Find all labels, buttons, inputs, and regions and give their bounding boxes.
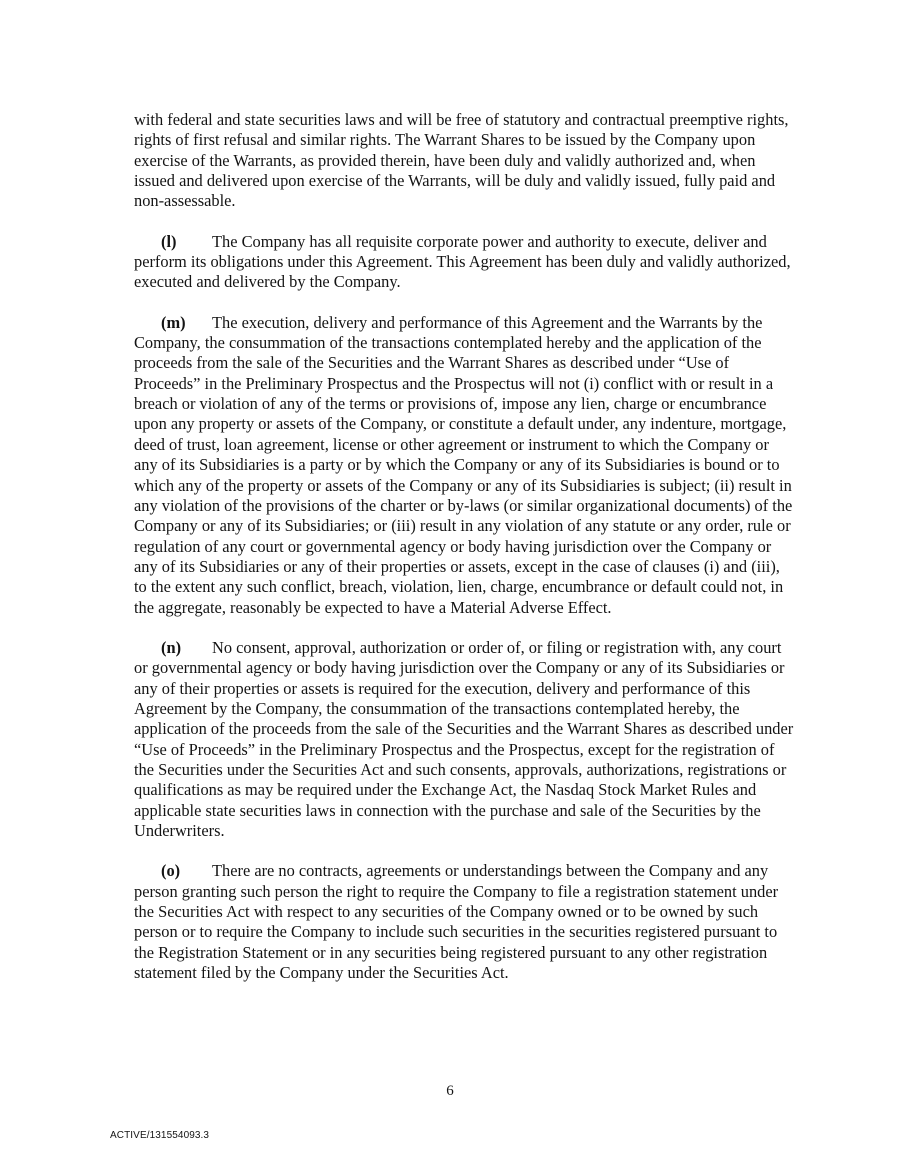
section-text: No consent, approval, authorization or order of, or filing or registration with, any court or governmental agency or body having jurisdiction over the Company or any of its Subsidiaries or any of their properties or assets is required for the execution, delivery and performance of this Agreement by the Company, the consummation of the transactions contemplated hereby, the application of the proceeds from the sale of the Securities and the Warrant Shares as described under “Use of Proceeds” in the Preliminary Prospectus and the Prospectus, except for the registration of the Securities under the Securities Act and such consents, approvals, authorizations, registrations or qualifications as may be required under the Exchange Act, the Nasdaq Stock Market Rules and applicable state securities laws in connection with the purchase and sale of the Securities by the Underwriters. bbox=[134, 637, 794, 840]
section-label: (l) bbox=[161, 231, 177, 251]
section-m bbox=[134, 313, 794, 618]
section-n bbox=[134, 638, 794, 841]
document-body bbox=[134, 110, 794, 983]
section-text: There are no contracts, agreements or understandings between the Company and any person granting such person the right to require the Company to file a registration statement under the Securities Act with respect to any securities of the Company owned or to be owned by such person or to require the Company to include such securities in the securities registered pursuant to the Registration Statement or in any securities being registered pursuant to any other registration statement filed by the Company under the Securities Act. bbox=[134, 861, 779, 983]
section-text: The execution, delivery and performance of this Agreement and the Warrants by the Company, the consummation of the transactions contemplated hereby and the application of the proceeds from the sale of the Securities and the Warrant Shares as described under “Use of Proceeds” in the Preliminary Prospectus and the Prospectus will not (i) conflict with or result in a breach or violation of any of the terms or provisions of, impose any lien, charge or encumbrance upon any property or assets of the Company, or constitute a default under, any indenture, mortgage, deed of trust, loan agreement, license or other agreement or instrument to which the Company or any of its Subsidiaries is a party or by which the Company or any of its Subsidiaries is bound or to which any of the property or assets of the Company or any of its Subsidiaries is subject; (ii) result in any violation of the provisions of the charter or by-laws (or similar organizational documents) of the Company or any of its Subsidiaries; or (iii) result in any violation of any statute or any order, rule or regulation of any court or governmental agency or body having jurisdiction over the Company or any of its Subsidiaries or any of their properties or assets, except in the case of clauses (i) and (iii), to the extent any such conflict, breach, violation, lien, charge, encumbrance or default could not, in the aggregate, reasonably be expected to have a Material Adverse Effect. bbox=[134, 312, 793, 617]
section-text: The Company has all requisite corporate power and authority to execute, deliver and perform its obligations under this Agreement. This Agreement has been duly and validly authorized, executed and delivered by the Company. bbox=[134, 231, 791, 292]
section-o bbox=[134, 861, 794, 983]
page-number: 6 bbox=[446, 1083, 454, 1099]
section-label: (n) bbox=[161, 637, 182, 657]
section-label: (m) bbox=[161, 312, 186, 332]
continuation-paragraph: with federal and state securities laws and will be free of statutory and contractual preemptive rights, rights of first refusal and similar rights. The Warrant Shares to be issued by the Company upon exercise of the Warrants, as provided therein, have been duly and validly authorized and, when issued and delivered upon exercise of the Warrants, will be duly and validly issued, fully paid and non-assessable. bbox=[134, 110, 789, 211]
section-l bbox=[134, 232, 794, 293]
document-id: ACTIVE/131554093.3 bbox=[110, 1130, 210, 1141]
section-label: (o) bbox=[161, 861, 181, 881]
